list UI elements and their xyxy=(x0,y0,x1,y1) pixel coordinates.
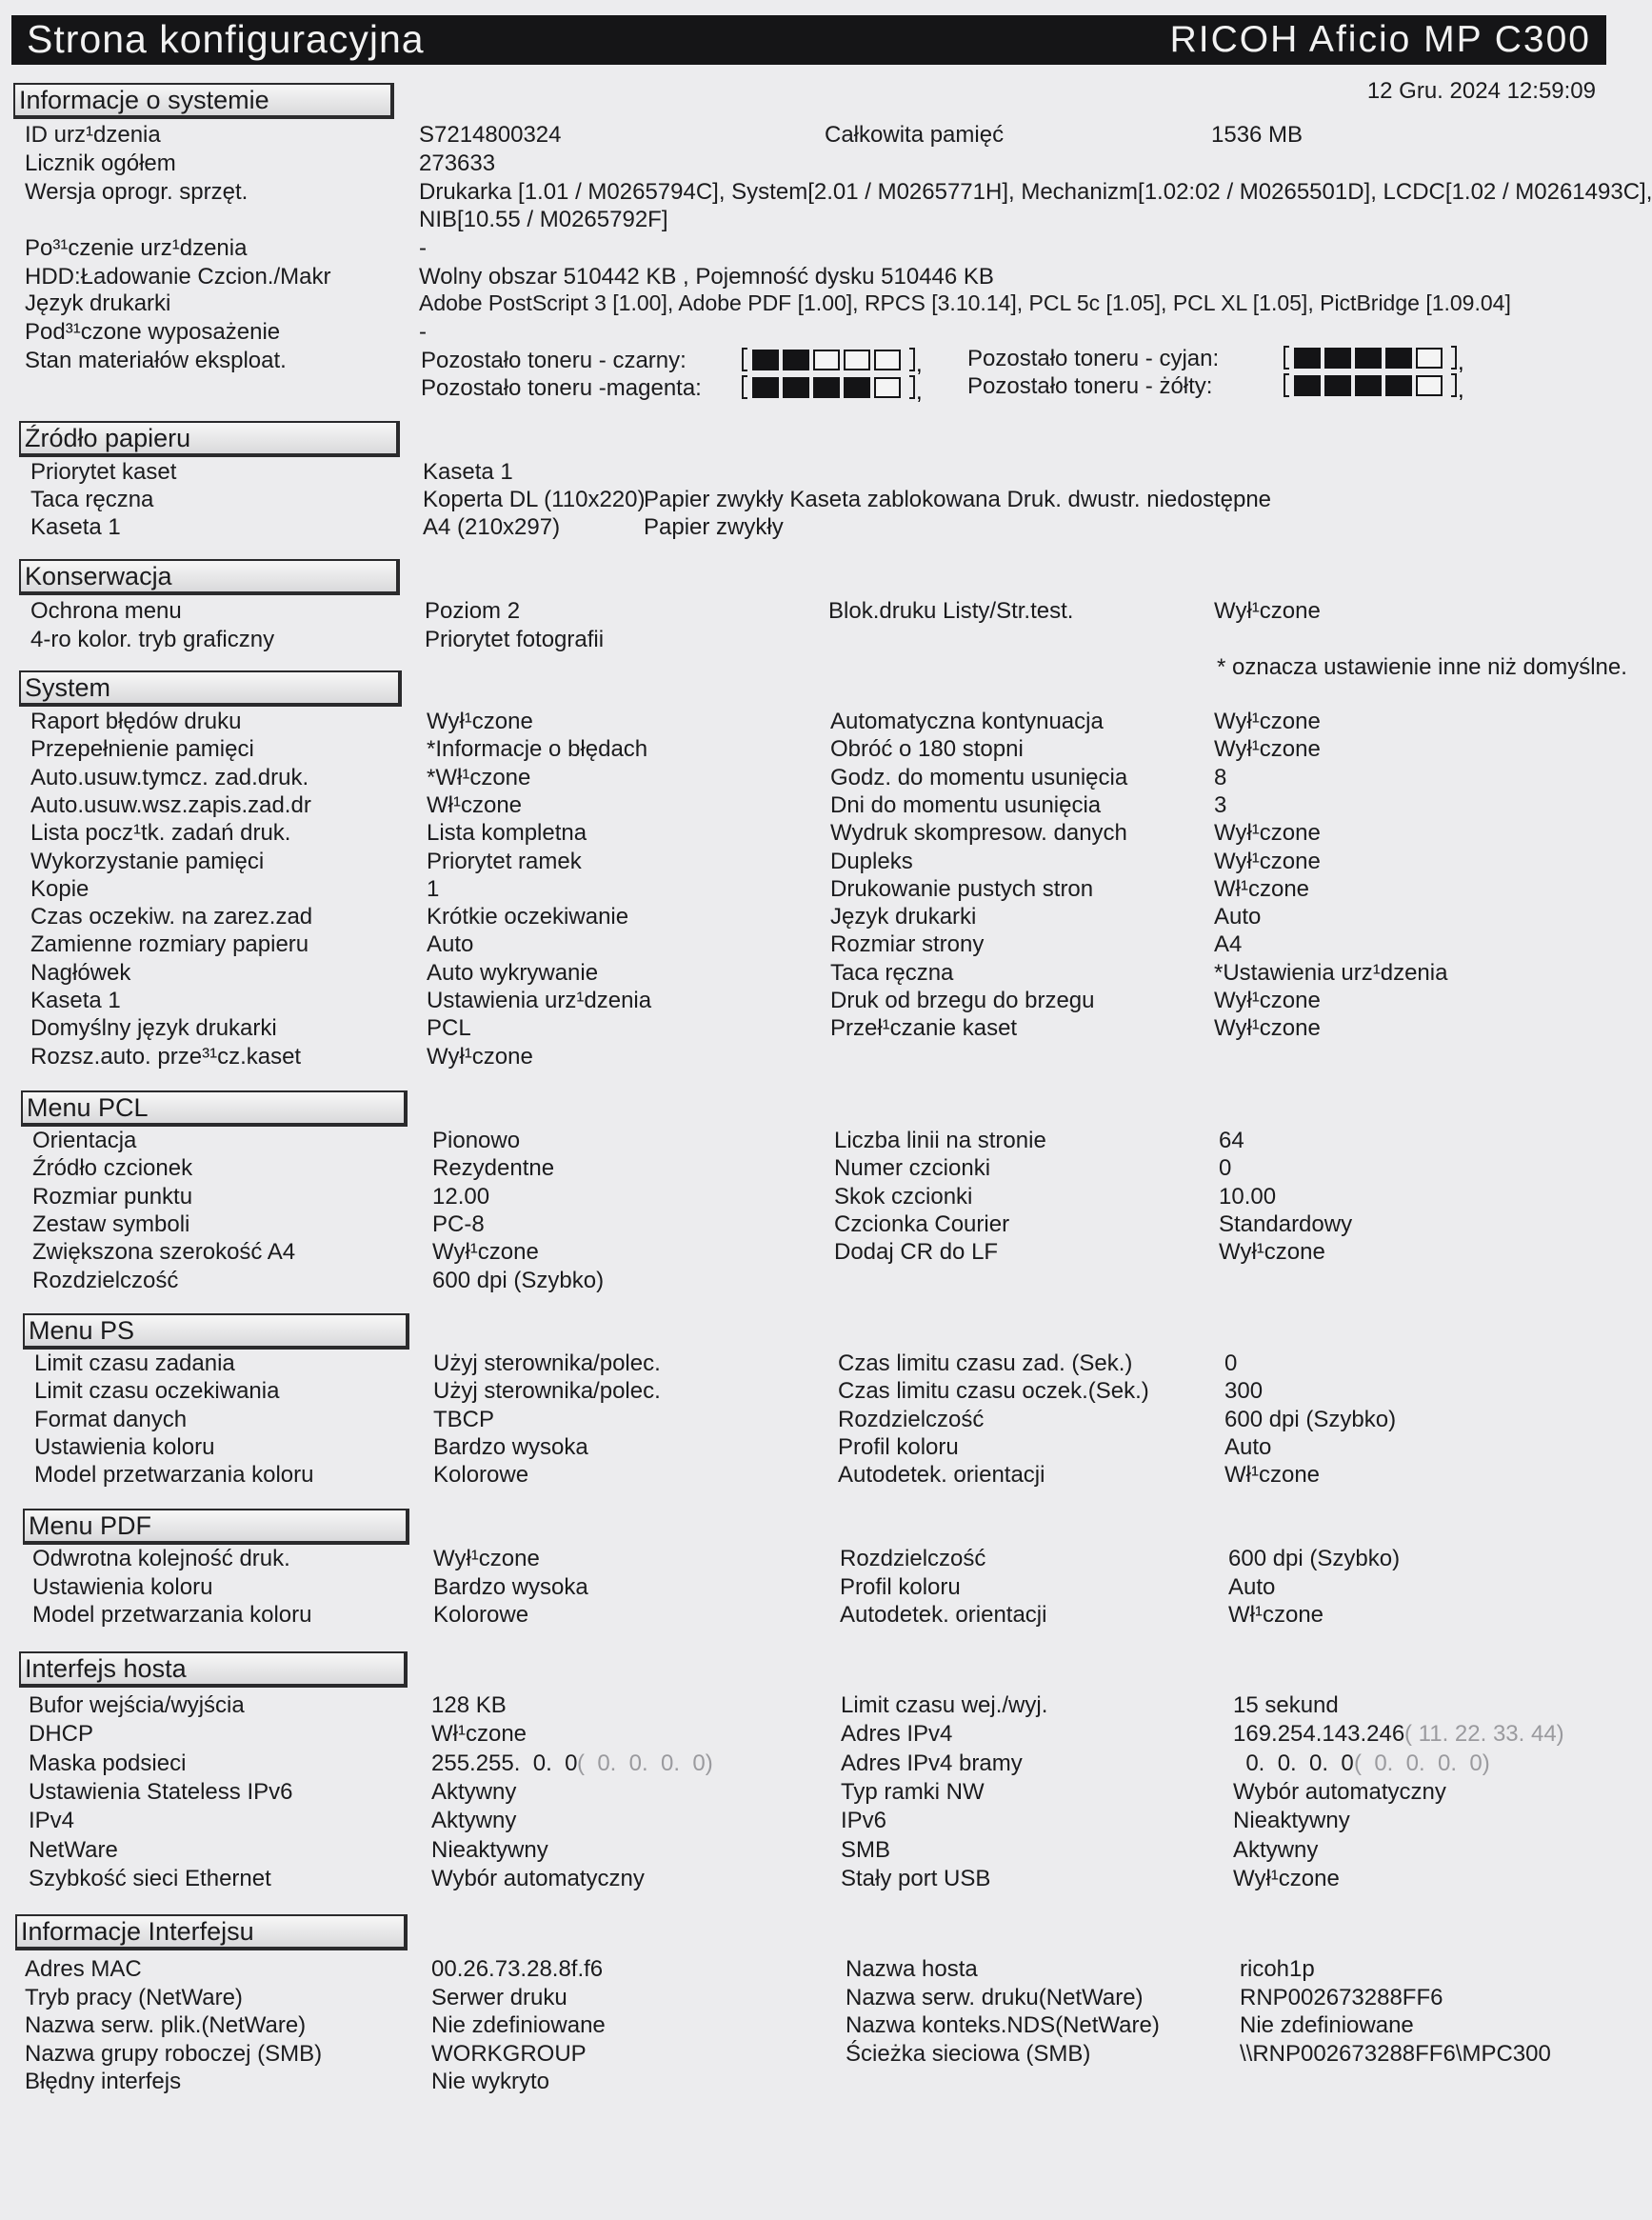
ps-label2: Rozdzielczość xyxy=(838,1406,985,1432)
system-value2: Wył¹czone xyxy=(1214,1015,1321,1042)
toner-cell-filled xyxy=(1295,349,1320,368)
ps-label: Limit czasu zadania xyxy=(34,1350,235,1376)
system-value2: Wył¹czone xyxy=(1214,709,1321,734)
system-value2: *Ustawienia urz¹dzenia xyxy=(1214,959,1448,986)
label-printer-language: Język drukarki xyxy=(25,290,171,316)
system-label2: Druk od brzegu do brzegu xyxy=(830,988,1095,1013)
pdf-label: Odwrotna kolejność druk. xyxy=(32,1546,290,1571)
system-value2: Wył¹czone xyxy=(1214,848,1321,874)
host-label2: Adres IPv4 xyxy=(841,1721,953,1748)
pcl-value: Pionowo xyxy=(432,1128,521,1153)
label-tray-1: Kaseta 1 xyxy=(30,514,121,540)
host-label2: Typ ramki NW xyxy=(841,1778,985,1805)
print-timestamp: 12 Gru. 2024 12:59:09 xyxy=(1366,78,1596,104)
gauge-bracket xyxy=(909,376,914,398)
page-title: Strona konfiguracyjna xyxy=(27,17,425,61)
pdf-label: Ustawienia koloru xyxy=(32,1573,213,1600)
section-interface-info: Informacje Interfejsu xyxy=(15,1914,408,1950)
pcl-value2: 0 xyxy=(1219,1155,1232,1182)
pcl-label2: Czcionka Courier xyxy=(834,1210,1010,1237)
iface-label: Błędny interfejs xyxy=(25,2069,182,2094)
system-value2: A4 xyxy=(1214,931,1243,958)
toner-cell-filled xyxy=(1325,376,1350,395)
printer-model: RICOH Aficio MP C300 xyxy=(1169,19,1591,60)
system-label: Raport błędów druku xyxy=(30,709,242,734)
system-value: 1 xyxy=(427,875,440,902)
system-value2: 8 xyxy=(1214,764,1227,790)
toner-cell-filled xyxy=(845,378,869,397)
section-paper-source: Źródło papieru xyxy=(19,421,400,457)
ps-value: Użyj sterownika/polec. xyxy=(433,1378,661,1405)
system-label2: Rozmiar strony xyxy=(830,931,985,958)
pdf-label: Model przetwarzania koloru xyxy=(32,1602,312,1628)
pdf-label2: Rozdzielczość xyxy=(840,1546,986,1571)
title-bar xyxy=(11,15,1606,65)
toner-cell-filled xyxy=(1386,349,1411,368)
gauge-bracket xyxy=(743,376,747,398)
toner-cell-empty xyxy=(814,350,839,370)
value-device-id: S7214800324 xyxy=(419,122,562,148)
toner-yellow-level xyxy=(1282,370,1464,403)
label-supplies: Stan materiałów eksploat. xyxy=(25,348,287,373)
iface-label2: Ścieżka sieciowa (SMB) xyxy=(846,2040,1091,2067)
ps-value2: 600 dpi (Szybko) xyxy=(1224,1406,1397,1432)
label-device-connection: Po³¹czenie urz¹dzenia xyxy=(25,235,248,261)
system-value: Lista kompletna xyxy=(427,820,587,847)
gauge-comma: , xyxy=(916,379,923,405)
pcl-label2: Liczba linii na stronie xyxy=(834,1128,1046,1153)
system-label: Lista pocz¹tk. zadań druk. xyxy=(30,820,291,847)
ps-label: Model przetwarzania koloru xyxy=(34,1462,314,1489)
system-value: Krótkie oczekiwanie xyxy=(427,904,629,930)
system-value: Wył¹czone xyxy=(427,1043,533,1070)
pcl-label2: Numer czcionki xyxy=(834,1155,991,1182)
toner-black-label: Pozostało toneru - czarny: xyxy=(421,348,687,373)
label-device-id: ID urz¹dzenia xyxy=(25,122,161,148)
system-label2: Taca ręczna xyxy=(830,959,954,986)
ps-value2: 300 xyxy=(1224,1378,1264,1405)
pdf-value2: Wł¹czone xyxy=(1228,1602,1324,1628)
toner-gauge xyxy=(740,345,923,377)
iface-label: Adres MAC xyxy=(25,1956,142,1982)
pcl-label2: Skok czcionki xyxy=(834,1183,973,1210)
toner-black-level xyxy=(740,345,923,377)
system-label2: Automatyczna kontynuacja xyxy=(830,709,1104,734)
iface-value2: ricoh1p xyxy=(1240,1956,1315,1982)
toner-cell-filled xyxy=(1295,376,1320,395)
label-total-counter: Licznik ogółem xyxy=(25,150,176,176)
value-tray-1-type: Papier zwykły xyxy=(644,514,784,540)
toner-cell-empty xyxy=(875,378,900,397)
label-bypass-tray: Taca ręczna xyxy=(30,487,154,512)
system-label2: Dni do momentu usunięcia xyxy=(830,791,1102,818)
pdf-value: Wył¹czone xyxy=(433,1546,540,1571)
system-label2: Język drukarki xyxy=(830,904,977,930)
system-label: Domyślny język drukarki xyxy=(30,1015,277,1042)
ps-label2: Czas limitu czasu zad. (Sek.) xyxy=(838,1350,1133,1376)
system-label2: Drukowanie pustych stron xyxy=(830,875,1094,902)
host-value: Aktywny xyxy=(431,1778,517,1805)
maintenance-label: Ochrona menu xyxy=(30,598,182,624)
host-value: 128 KB xyxy=(431,1692,507,1718)
pcl-value2: Standardowy xyxy=(1219,1210,1353,1237)
host-value2: Aktywny xyxy=(1233,1836,1319,1863)
pdf-value: Kolorowe xyxy=(433,1602,529,1628)
system-value: Wł¹czone xyxy=(427,791,523,818)
system-value2: Wył¹czone xyxy=(1214,820,1321,847)
system-label2: Wydruk skompresow. danych xyxy=(830,820,1127,847)
host-label2: SMB xyxy=(841,1836,891,1863)
iface-label2: Nazwa hosta xyxy=(846,1956,978,1982)
iface-label2: Nazwa serw. druku(NetWare) xyxy=(846,1984,1144,2010)
gauge-comma: , xyxy=(1458,350,1464,375)
host-label: Ustawienia Stateless IPv6 xyxy=(29,1778,293,1805)
system-value2: Auto xyxy=(1214,904,1262,930)
section-pdf: Menu PDF xyxy=(23,1509,409,1545)
host-value-secondary: ( 0. 0. 0. 0) xyxy=(577,1750,713,1776)
host-value2: Nieaktywny xyxy=(1233,1808,1350,1834)
value-total-counter: 273633 xyxy=(419,150,496,176)
value-bypass-tray-size: Koperta DL (110x220) xyxy=(423,487,646,512)
host-label: Maska podsieci xyxy=(29,1750,187,1776)
pcl-value: 12.00 xyxy=(432,1183,490,1210)
host-value2: Wył¹czone xyxy=(1233,1865,1340,1891)
ps-label2: Autodetek. orientacji xyxy=(838,1462,1045,1489)
section-system: System xyxy=(19,670,402,707)
host-value: Nieaktywny xyxy=(431,1836,548,1863)
system-value: *Informacje o błędach xyxy=(427,736,648,763)
ps-value: TBCP xyxy=(433,1406,495,1432)
iface-value: Nie wykryto xyxy=(431,2069,550,2094)
value-options: - xyxy=(419,319,427,345)
gauge-bracket xyxy=(743,349,747,370)
host-value2: 0. 0. 0. 0 xyxy=(1233,1750,1354,1776)
toner-cyan-label: Pozostało toneru - cyjan: xyxy=(967,346,1220,371)
toner-cell-filled xyxy=(1325,349,1350,368)
label-options: Pod³¹czone wyposażenie xyxy=(25,319,281,345)
host-label2: Adres IPv4 bramy xyxy=(841,1750,1023,1776)
system-label: Kaseta 1 xyxy=(30,988,121,1013)
iface-value2: Nie zdefiniowane xyxy=(1240,2012,1414,2038)
gauge-bracket xyxy=(1451,347,1456,369)
ps-label2: Profil koloru xyxy=(838,1433,959,1460)
system-label2: Obróć o 180 stopni xyxy=(830,736,1024,763)
host-label: DHCP xyxy=(29,1721,94,1748)
maintenance-label: 4-ro kolor. tryb graficzny xyxy=(30,626,275,652)
pdf-value2: 600 dpi (Szybko) xyxy=(1228,1546,1401,1571)
toner-gauge xyxy=(1282,370,1464,403)
ps-value2: 0 xyxy=(1224,1350,1238,1376)
system-value: Wył¹czone xyxy=(427,709,533,734)
host-value2: Wybór automatyczny xyxy=(1233,1778,1446,1805)
host-value2-secondary: ( 11. 22. 33. 44) xyxy=(1404,1721,1564,1748)
iface-value2: \\RNP002673288FF6\MPC300 xyxy=(1240,2040,1551,2067)
toner-magenta-level xyxy=(740,372,923,405)
gauge-bracket xyxy=(909,349,914,370)
system-label: Rozsz.auto. prze³¹cz.kaset xyxy=(30,1043,302,1070)
ps-label: Format danych xyxy=(34,1406,188,1432)
maintenance-value: Priorytet fotografii xyxy=(425,626,605,652)
pcl-value: 600 dpi (Szybko) xyxy=(432,1267,605,1293)
iface-value: 00.26.73.28.8f.f6 xyxy=(431,1956,604,1982)
toner-gauge xyxy=(740,372,923,405)
host-label: Bufor wejścia/wyjścia xyxy=(29,1692,245,1718)
section-maintenance: Konserwacja xyxy=(19,559,400,595)
toner-gauge xyxy=(1282,343,1464,375)
ps-value: Kolorowe xyxy=(433,1462,529,1489)
pcl-label: Rozdzielczość xyxy=(32,1267,179,1293)
pcl-label: Zestaw symboli xyxy=(32,1210,190,1237)
system-label: Nagłówek xyxy=(30,959,131,986)
host-value: Wł¹czone xyxy=(431,1721,527,1748)
ps-value2: Wł¹czone xyxy=(1224,1462,1321,1489)
gauge-bracket xyxy=(1284,374,1289,396)
ps-label2: Czas limitu czasu oczek.(Sek.) xyxy=(838,1378,1149,1405)
gauge-comma: , xyxy=(1458,377,1464,403)
system-label: Przepełnienie pamięci xyxy=(30,736,254,763)
pcl-value: PC-8 xyxy=(432,1210,485,1237)
label-tray-priority: Priorytet kaset xyxy=(30,459,177,485)
value-firmware-line2: NIB[10.55 / M0265792F] xyxy=(419,207,668,232)
system-value2: Wył¹czone xyxy=(1214,736,1321,763)
maintenance-value2: Wył¹czone xyxy=(1214,598,1321,624)
system-label: Auto.usuw.tymcz. zad.druk. xyxy=(30,764,309,790)
system-value: *Wł¹czone xyxy=(427,764,531,790)
toner-cell-filled xyxy=(753,378,778,397)
value-total-memory: 1536 MB xyxy=(1211,122,1304,148)
ps-label: Ustawienia koloru xyxy=(34,1433,215,1460)
value-device-connection: - xyxy=(419,235,427,261)
pcl-label: Źródło czcionek xyxy=(32,1155,193,1182)
section-pcl: Menu PCL xyxy=(21,1090,408,1127)
host-label2: Limit czasu wej./wyj. xyxy=(841,1692,1048,1718)
toner-magenta-label: Pozostało toneru -magenta: xyxy=(421,375,702,401)
system-value2: Wył¹czone xyxy=(1214,988,1321,1013)
host-label: IPv4 xyxy=(29,1808,75,1834)
pcl-value2: 64 xyxy=(1219,1128,1244,1153)
system-value: Priorytet ramek xyxy=(427,848,582,874)
ps-value: Bardzo wysoka xyxy=(433,1433,588,1460)
iface-label2: Nazwa konteks.NDS(NetWare) xyxy=(846,2012,1160,2038)
toner-cell-empty xyxy=(875,350,900,370)
ps-value2: Auto xyxy=(1224,1433,1272,1460)
toner-cyan-level xyxy=(1282,343,1464,375)
gauge-comma: , xyxy=(916,351,923,377)
pdf-label2: Profil koloru xyxy=(840,1573,961,1600)
toner-cell-filled xyxy=(784,378,808,397)
gauge-bracket xyxy=(1451,374,1456,396)
toner-cell-filled xyxy=(814,378,839,397)
iface-value: Nie zdefiniowane xyxy=(431,2012,606,2038)
ps-label: Limit czasu oczekiwania xyxy=(34,1378,280,1405)
host-value: Aktywny xyxy=(431,1808,517,1834)
toner-cell-filled xyxy=(1356,349,1381,368)
value-printer-language: Adobe PostScript 3 [1.00], Adobe PDF [1.00], RPCS [3.10.14], PCL 5c [1.05], PCL XL [1.05], PictBridge [1.09.04] xyxy=(419,290,1511,315)
host-label2: IPv6 xyxy=(841,1808,887,1834)
pcl-label: Rozmiar punktu xyxy=(32,1183,193,1210)
toner-cell-filled xyxy=(784,350,808,370)
toner-cell-filled xyxy=(1356,376,1381,395)
label-firmware: Wersja oprogr. sprzęt. xyxy=(25,179,249,205)
pdf-value2: Auto xyxy=(1228,1573,1276,1600)
toner-yellow-label: Pozostało toneru - żółty: xyxy=(967,373,1213,399)
toner-cell-empty xyxy=(1417,376,1442,395)
maintenance-label2: Blok.druku Listy/Str.test. xyxy=(828,598,1074,624)
system-label: Zamienne rozmiary papieru xyxy=(30,931,309,958)
iface-value: WORKGROUP xyxy=(431,2040,587,2067)
pcl-label: Zwiększona szerokość A4 xyxy=(32,1239,296,1266)
section-ps: Menu PS xyxy=(23,1313,409,1350)
system-label: Kopie xyxy=(30,875,90,902)
toner-cell-empty xyxy=(1417,349,1442,368)
system-value2: 3 xyxy=(1214,791,1227,818)
system-value: Auto wykrywanie xyxy=(427,959,599,986)
iface-label: Nazwa serw. plik.(NetWare) xyxy=(25,2012,307,2038)
toner-cell-empty xyxy=(845,350,869,370)
value-firmware-line1: Drukarka [1.01 / M0265794C], System[2.01 / M0265771H], Mechanizm[1.02:02 / M0265501D], LCDC[1.02 / M0261493C], xyxy=(419,179,1652,205)
system-label2: Godz. do momentu usunięcia xyxy=(830,764,1128,790)
host-value: 255.255. 0. 0 xyxy=(431,1750,578,1776)
value-tray-priority: Kaseta 1 xyxy=(423,459,513,485)
gauge-bracket xyxy=(1284,347,1289,369)
toner-cell-filled xyxy=(1386,376,1411,395)
pdf-value: Bardzo wysoka xyxy=(433,1573,588,1600)
system-label2: Przeł¹czanie kaset xyxy=(830,1015,1018,1042)
system-value: Ustawienia urz¹dzenia xyxy=(427,988,652,1013)
system-value2: Wł¹czone xyxy=(1214,875,1310,902)
label-total-memory: Całkowita pamięć xyxy=(825,122,1005,148)
pcl-value: Wył¹czone xyxy=(432,1239,539,1266)
section-system-info: Informacje o systemie xyxy=(13,83,394,119)
pcl-label: Orientacja xyxy=(32,1128,137,1153)
iface-label: Nazwa grupy roboczej (SMB) xyxy=(25,2040,323,2067)
host-label: Szybkość sieci Ethernet xyxy=(29,1865,271,1891)
pcl-value2: Wył¹czone xyxy=(1219,1239,1325,1266)
iface-value2: RNP002673288FF6 xyxy=(1240,1984,1443,2010)
pcl-value2: 10.00 xyxy=(1219,1183,1277,1210)
pcl-value: Rezydentne xyxy=(432,1155,555,1182)
host-value2: 169.254.143.246 xyxy=(1233,1721,1405,1748)
section-host-interface: Interfejs hosta xyxy=(19,1651,408,1688)
system-label: Wykorzystanie pamięci xyxy=(30,848,265,874)
iface-label: Tryb pracy (NetWare) xyxy=(25,1984,243,2010)
pdf-label2: Autodetek. orientacji xyxy=(840,1602,1047,1628)
maintenance-value: Poziom 2 xyxy=(425,598,521,624)
ps-value: Użyj sterownika/polec. xyxy=(433,1350,661,1376)
value-tray-1-size: A4 (210x297) xyxy=(423,514,561,540)
system-label: Auto.usuw.wsz.zapis.zad.dr xyxy=(30,791,311,818)
system-label2: Dupleks xyxy=(830,848,913,874)
host-label: NetWare xyxy=(29,1836,118,1863)
host-label2: Stały port USB xyxy=(841,1865,991,1891)
label-hdd: HDD:Ładowanie Czcion./Makr xyxy=(25,264,331,290)
iface-value: Serwer druku xyxy=(431,1984,567,2010)
host-value2-secondary: ( 0. 0. 0. 0) xyxy=(1354,1750,1490,1776)
system-label: Czas oczekiw. na zarez.zad xyxy=(30,904,313,930)
system-value: Auto xyxy=(427,931,474,958)
host-value: Wybór automatyczny xyxy=(431,1865,645,1891)
toner-cell-filled xyxy=(753,350,778,370)
default-note: * oznacza ustawienie inne niż domyślne. xyxy=(1217,654,1627,680)
value-hdd: Wolny obszar 510442 KB , Pojemność dysku 510446 KB xyxy=(419,264,994,290)
system-value: PCL xyxy=(427,1015,471,1042)
pcl-label2: Dodaj CR do LF xyxy=(834,1239,999,1266)
value-bypass-tray-type: Papier zwykły Kaseta zablokowana Druk. dwustr. niedostępne xyxy=(644,487,1272,512)
host-value2: 15 sekund xyxy=(1233,1692,1339,1718)
